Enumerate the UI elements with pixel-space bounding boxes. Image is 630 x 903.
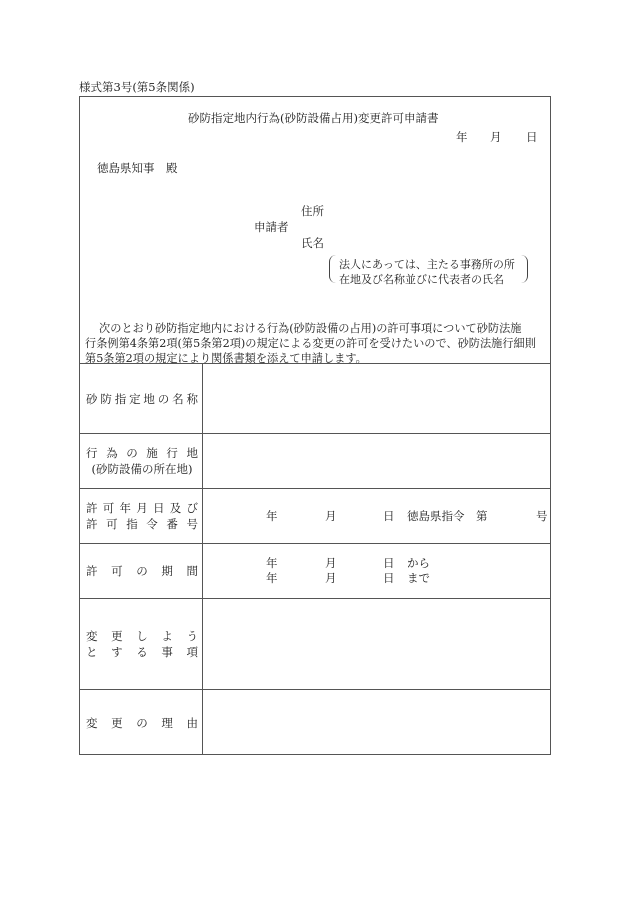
period-from-year: 年 xyxy=(266,556,278,570)
directive-number-label: 号 xyxy=(536,509,548,523)
corporate-note-line2: 在地及び名称並びに代表者の氏名 xyxy=(339,273,504,286)
address-label: 住所 xyxy=(301,204,324,218)
permit-date-label-line2: 許可指令番号 xyxy=(86,517,198,531)
period-to-day: 日 xyxy=(383,571,395,585)
period-from-month: 月 xyxy=(325,556,337,570)
form-title: 砂防指定地内行為(砂防設備占用)変更許可申請書 xyxy=(188,111,439,125)
site-name-label: 砂防指定地の名称 xyxy=(86,392,198,406)
body-text-line2: 行条例第4条第2項(第5条第2項)の規定による変更の許可を受けたいので、砂防法施行細則 xyxy=(85,337,536,350)
period-to-suffix: まで xyxy=(407,571,430,585)
applicant-label: 申請者 xyxy=(254,220,289,234)
change-reason-label: 変更の理由 xyxy=(86,716,198,730)
period-from-suffix: から xyxy=(407,556,430,570)
location-field[interactable] xyxy=(203,434,550,488)
permit-day-label: 日 xyxy=(383,509,395,523)
header-month-label: 月 xyxy=(490,130,502,144)
body-text-line3: 第5条第2項の規定により関係書類を添えて申請します。 xyxy=(85,352,367,365)
period-to-month: 月 xyxy=(325,571,337,585)
period-field[interactable] xyxy=(203,544,550,598)
body-text-line1: 次のとおり砂防指定地内における行為(砂防設備の占用)の許可事項について砂防法施 xyxy=(99,322,522,335)
permit-month-label: 月 xyxy=(325,509,337,523)
change-items-field[interactable] xyxy=(203,599,550,689)
location-label-line1: 行為の施行地 xyxy=(86,446,198,460)
directive-label: 徳島県指令 第 xyxy=(407,509,488,523)
site-name-field[interactable] xyxy=(203,364,550,433)
period-to-year: 年 xyxy=(266,571,278,585)
change-reason-field[interactable] xyxy=(203,690,550,754)
period-from-day: 日 xyxy=(383,556,395,570)
permit-date-field[interactable] xyxy=(203,489,550,543)
change-items-label-line1: 変更しよう xyxy=(86,629,198,643)
permit-date-label-line1: 許可年月日及び xyxy=(86,501,198,515)
addressee: 徳島県知事 殿 xyxy=(97,161,178,175)
location-label-line2: (砂防設備の所在地) xyxy=(91,462,193,476)
header-day-label: 日 xyxy=(526,130,538,144)
corporate-note-line1: 法人にあっては、主たる事務所の所 xyxy=(339,258,515,271)
name-label: 氏名 xyxy=(301,236,324,250)
change-items-label-line2: とする事項 xyxy=(86,645,198,659)
permit-year-label: 年 xyxy=(266,509,278,523)
form-number: 様式第3号(第5条関係) xyxy=(79,80,195,94)
application-form xyxy=(79,96,551,755)
period-label: 許可の期間 xyxy=(86,564,198,578)
header-year-label: 年 xyxy=(456,130,468,144)
